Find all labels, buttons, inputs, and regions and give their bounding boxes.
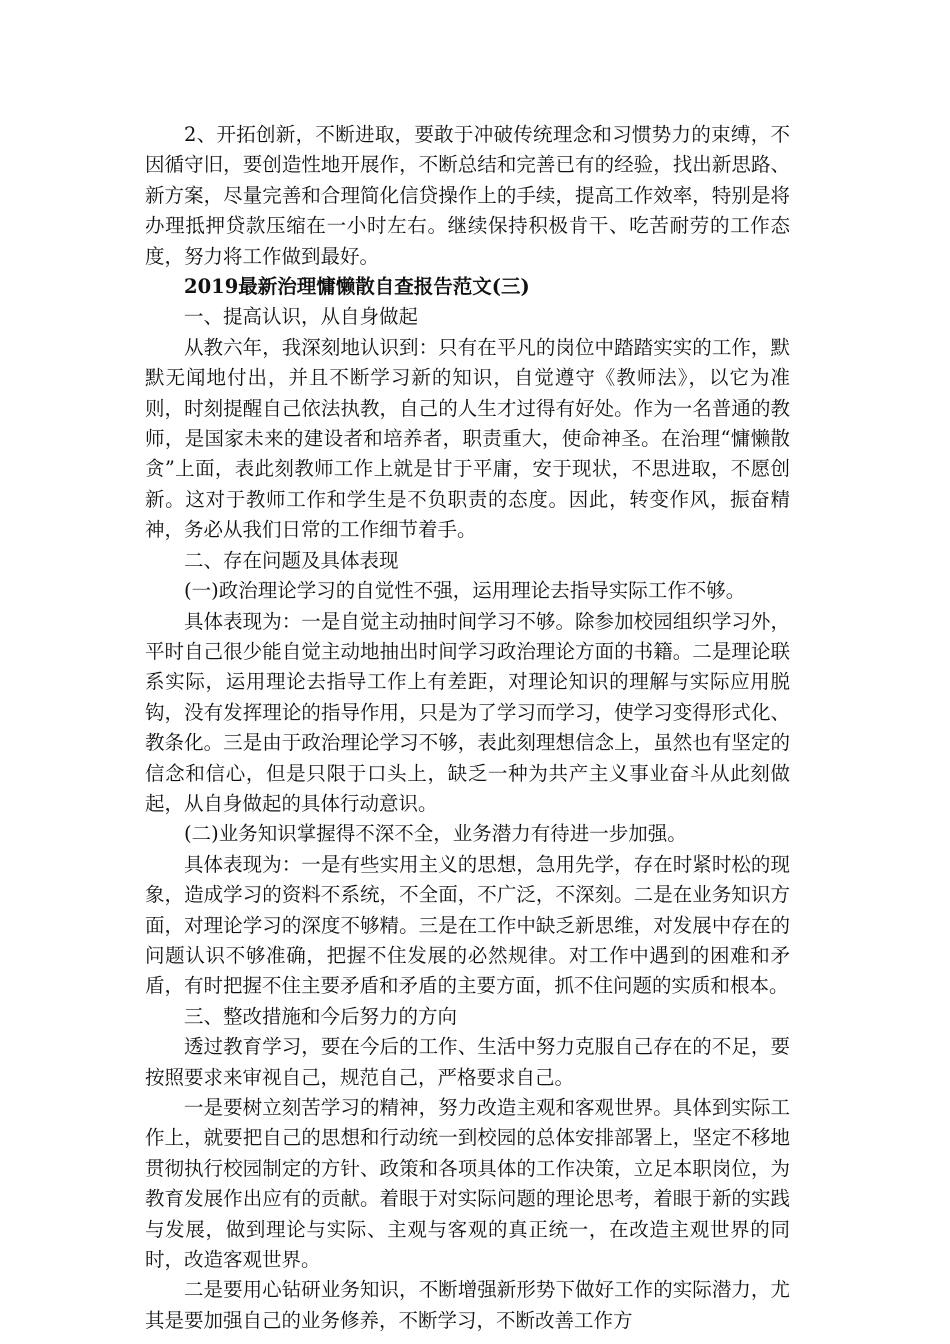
paragraph-innovation: 2、开拓创新，不断进取，要敢于冲破传统理念和习惯势力的束缚，不因循守旧，要创造性地开展作，不断总结和完善已有的经验，找出新思路、新方案，尽量完善和合理简化信贷操作上的手续，提高工作效率，特别是将办理抵押贷款压缩在一小时左右。继续保持积极肯干、吃苦耐劳的工作态度，努力将工作做到最好。 [145,123,790,268]
paragraph-political-theory-details: 具体表现为：一是自觉主动抽时间学习不够。除参加校园组织学习外，平时自己很少能自觉主动地抽出时间学习政治理论方面的书籍。二是理论联系实际，运用理论去指导工作上有差距，对理论知识的理解与实际应用脱钩，没有发挥理论的指导作用，只是为了学习而学习，使学习变得形式化、教条化。三是由于政治理论学习不够，表此刻理想信念上，虽然也有坚定的信念和信心，但是只限于口头上，缺乏一种为共产主义事业奋斗从此刻做起，从自身做起的具体行动意识。 [145,609,790,815]
paragraph-business-knowledge-details: 具体表现为：一是有些实用主义的思想，急用先学，存在时紧时松的现象，造成学习的资料不系统，不全面，不广泛，不深刻。二是在业务知识方面，对理论学习的深度不够精。三是在工作中缺乏新思维，对发展中存在的问题认识不够准确，把握不住发展的必然规律。对工作中遇到的困难和矛盾，有时把握不住主要矛盾和矛盾的主要方面，抓不住问题的实质和根本。 [145,852,790,998]
document-body [145,120,790,1336]
paragraph-measure-one: 一是要树立刻苦学习的精神，努力改造主观和客观世界。具体到实际工作上，就要把自己的思想和行动统一到校园的总体安排部署上，坚定不移地贯彻执行校园制定的方针、政策和各项具体的工作决策，立足本职岗位，为教育发展作出应有的贡献。着眼于对实际问题的理论思考，着眼于新的实践与发展，做到理论与实际、主观与客观的真正统一，在改造主观世界的同时，改造客观世界。 [145,1096,790,1272]
section-title: 2019最新治理慵懒散自查报告范文(三) [184,275,530,299]
subheading-business-knowledge: (二)业务知识掌握得不深不全，业务潜力有待进一步加强。 [184,822,687,846]
heading-existing-problems: 二、存在问题及具体表现 [184,548,399,572]
paragraph-measure-two: 二是要用心钻研业务知识，不断增强新形势下做好工作的实际潜力，尤其是要加强自己的业务修养，不断学习，不断改善工作方 [145,1278,790,1332]
subheading-political-theory: (一)政治理论学习的自觉性不强，运用理论去指导实际工作不够。 [184,579,746,603]
heading-raise-awareness: 一、提高认识，从自身做起 [184,305,419,329]
paragraph-teaching-reflection: 从教六年，我深刻地认识到：只有在平凡的岗位中踏踏实实的工作，默默无闻地付出，并且不断学习新的知识，自觉遵守《教师法》，以它为准则，时刻提醒自己依法执教，自己的人生才过得有好处。作为一名普通的教师，是国家未来的建设者和培养者，职责重大，使命神圣。在治理“慵懒散贪”上面，表此刻教师工作上就是甘于平庸，安于现状，不思进取，不愿创新。这对于教师工作和学生是不负职责的态度。因此，转变作风，振奋精神，务必从我们日常的工作细节着手。 [145,335,790,542]
paragraph-education-study: 透过教育学习，要在今后的工作、生活中努力克服自己存在的不足，要按照要求来审视自己，规范自己，严格要求自己。 [145,1035,790,1089]
heading-rectification-measures: 三、整改措施和今后努力的方向 [184,1004,458,1028]
